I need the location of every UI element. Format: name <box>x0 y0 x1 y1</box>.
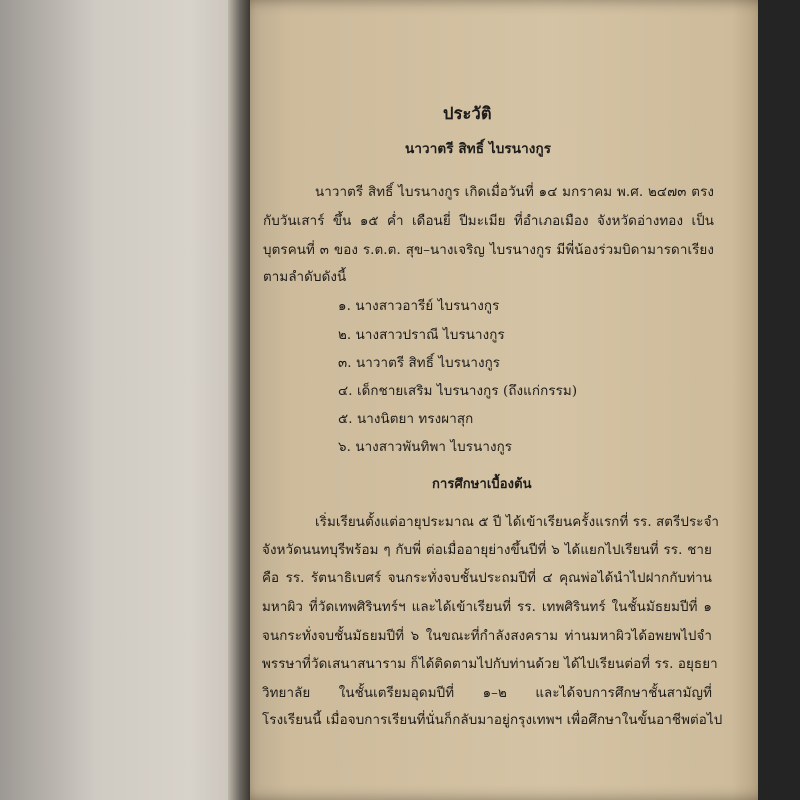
list-item: ๔. เด็กชายเสริม ไบรนางกูร (ถึงแก่กรรม) <box>338 384 578 399</box>
list-item: ๖. นางสาวพันทิพา ไบรนางกูร <box>338 440 513 455</box>
page-title: ประวัติ <box>443 104 492 123</box>
education-line: โรงเรียนนี้ เมื่อจบการเรียนที่นั่นก็กลับมาอยู่กรุงเทพฯ เพื่อศึกษาในขั้นอาชีพต่อไป <box>262 713 723 728</box>
section-heading-education: การศึกษาเบื้องต้น <box>432 477 532 492</box>
intro-line: นาวาตรี สิทธิ์ ไบรนางกูร เกิดเมื่อวันที่ ๑๔ มกราคม พ.ศ. ๒๔๗๓ ตรง <box>315 185 714 200</box>
intro-line: กับวันเสาร์ ขึ้น ๑๕ ค่ำ เดือนยี่ ปีมะเมีย ที่อำเภอเมือง จังหวัดอ่างทอง เป็น <box>263 214 714 229</box>
education-line: เริ่มเรียนตั้งแต่อายุประมาณ ๕ ปี ได้เข้าเรียนครั้งแรกที่ รร. สตรีประจำ <box>315 515 720 530</box>
left-page <box>0 0 238 800</box>
education-line: วิทยาลัย ในชั้นเตรียมอุดมปีที่ ๑–๒ และได้จบการศึกษาชั้นสามัญที่ <box>262 686 712 701</box>
list-item: ๑. นางสาวอารีย์ ไบรนางกูร <box>338 299 500 314</box>
education-line: จังหวัดนนทบุรีพร้อม ๆ กับพี่ ต่อเมื่ออายุย่างขึ้นปีที่ ๖ ได้แยกไปเรียนที่ รร. ชาย <box>262 543 712 558</box>
list-item: ๕. นางนิตยา ทรงผาสุก <box>338 412 474 427</box>
list-item: ๓. นาวาตรี สิทธิ์ ไบรนางกูร <box>338 356 501 371</box>
dark-background-edge <box>758 0 800 800</box>
book-gutter <box>228 0 250 800</box>
education-line: จนกระทั่งจบชั้นมัธยมปีที่ ๖ ในขณะที่กำลังสงคราม ท่านมหาผิวได้อพยพไปจำ <box>262 629 712 644</box>
intro-line: บุตรคนที่ ๓ ของ ร.ต.ต. สุข–นางเจริญ ไบรนางกูร มีพี่น้องร่วมบิดามารดาเรียง <box>263 243 714 258</box>
education-line: มหาผิว ที่วัดเทพศิรินทร์ฯ และได้เข้าเรียนที่ รร. เทพศิรินทร์ ในชั้นมัธยมปีที่ ๑ <box>262 600 712 615</box>
education-line: คือ รร. รัตนาธิเบศร์ จนกระทั่งจบชั้นประถมปีที่ ๔ คุณพ่อได้นำไปฝากกับท่าน <box>262 571 712 586</box>
intro-line: ตามลำดับดังนี้ <box>263 270 347 285</box>
list-item: ๒. นางสาวปราณี ไบรนางกูร <box>338 328 505 343</box>
education-line: พรรษาที่วัดเสนาสนาราม ก็ได้ติดตามไปกับท่านด้วย ได้ไปเรียนต่อที่ รร. อยุธยา <box>262 657 718 672</box>
page-subtitle: นาวาตรี สิทธิ์ ไบรนางกูร <box>405 141 552 157</box>
